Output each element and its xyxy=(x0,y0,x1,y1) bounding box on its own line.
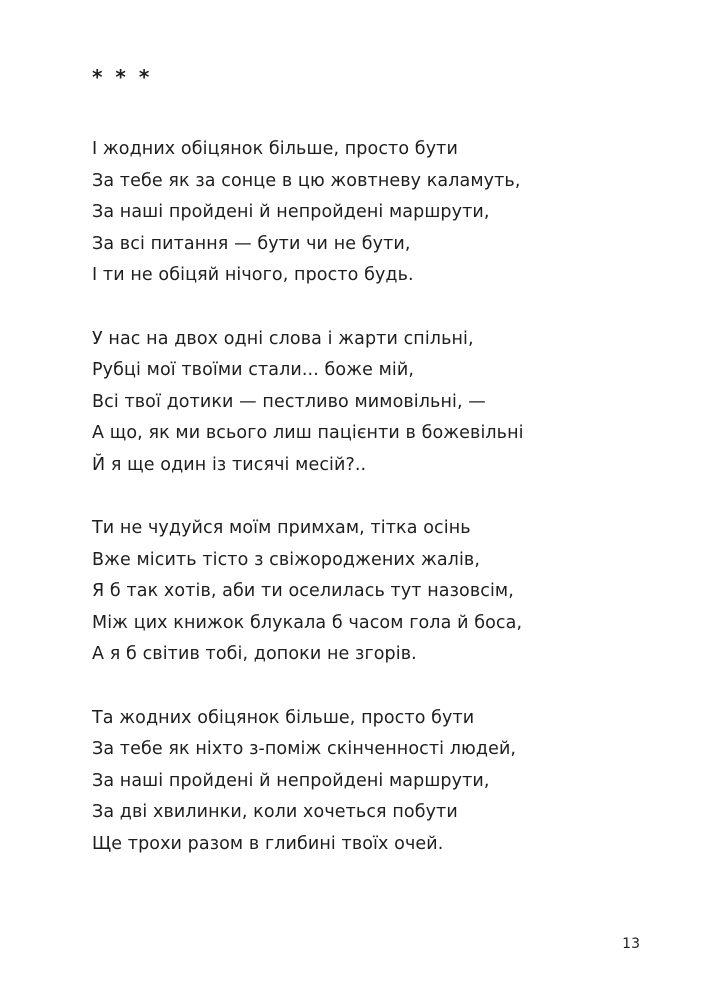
poem xyxy=(92,134,692,892)
poem-line: А я б світив тобі, допоки не згорів. xyxy=(92,644,417,664)
poem-line: За наші пройдені й непройдені маршрути, xyxy=(92,202,490,222)
poem-line: За наші пройдені й непройдені маршрути, xyxy=(92,770,490,791)
poem-line: А що, як ми всього лиш пацієнти в божевільні xyxy=(92,423,524,443)
poem-line: За тебе як ніхто з-поміж скінченності людей, xyxy=(92,739,517,759)
poem-line: Всі твої дотики — пестливо мимовільні, — xyxy=(92,391,486,412)
poem-line: І ти не обіцяй нічого, просто будь. xyxy=(92,265,414,285)
poem-line: Вже місить тісто з свіжороджених жалів, xyxy=(92,549,481,570)
stanza-3 xyxy=(92,513,692,671)
poem-line: Рубці мої твоїми стали... боже мій, xyxy=(92,360,415,380)
stanza-2 xyxy=(92,324,692,482)
poem-line: У нас на двох одні слова і жарти спільні, xyxy=(92,328,474,349)
poem-line: Та жодних обіцянок більше, просто бути xyxy=(92,707,475,728)
stanza-1 xyxy=(92,134,692,292)
poem-line: За всі питання — бути чи не бути, xyxy=(92,233,411,254)
poem-line: Я б так хотів, аби ти оселилась тут назовсім, xyxy=(92,581,514,601)
page-number: 13 xyxy=(622,936,640,952)
poem-line: Ти не чудуйся моїм примхам, тітка осінь xyxy=(92,518,471,538)
section-divider: * * * xyxy=(92,65,153,89)
poem-line: І жодних обіцянок більше, просто бути xyxy=(92,139,458,159)
poem-line: Ще трохи разом в глибині твоїх очей. xyxy=(92,833,444,854)
poem-line: Й я ще один із тисячі месій?.. xyxy=(92,454,367,475)
poem-line: За дві хвилинки, коли хочеться побути xyxy=(92,802,458,822)
poem-line: За тебе як за сонце в цю жовтневу каламуть, xyxy=(92,170,521,191)
stanza-4 xyxy=(92,703,692,861)
poem-line: Між цих книжок блукала б часом гола й боса, xyxy=(92,612,523,633)
